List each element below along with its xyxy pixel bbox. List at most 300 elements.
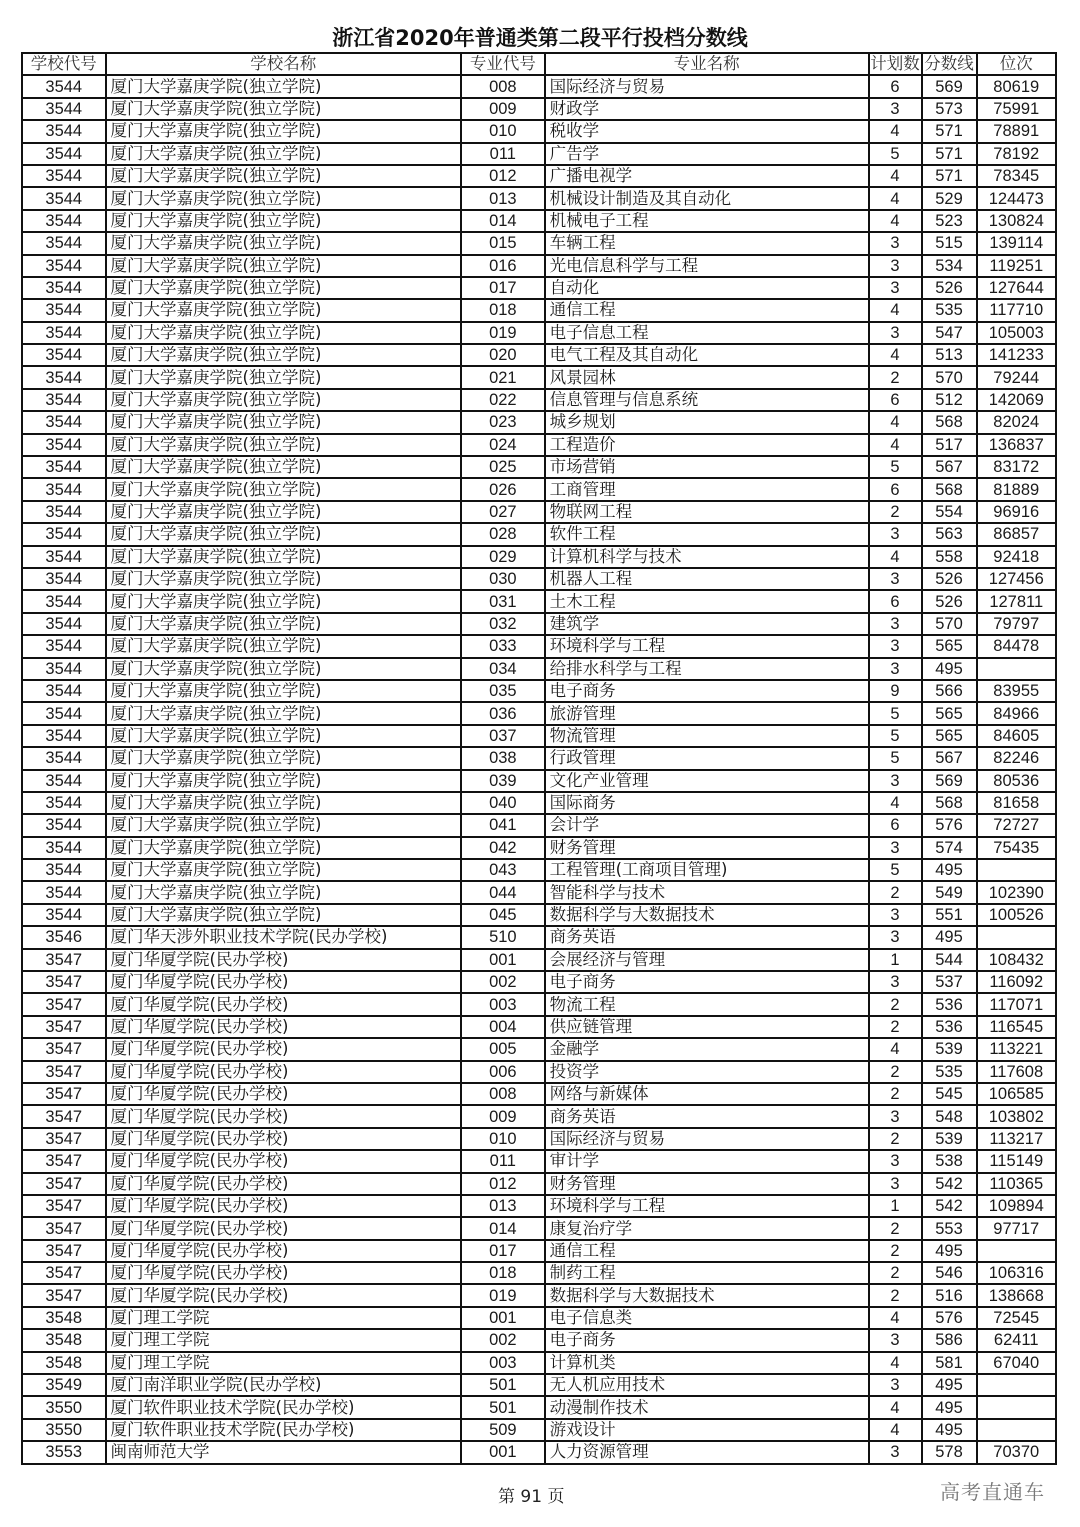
cell-major-name: 通信工程 <box>545 299 869 321</box>
cell-major-code: 022 <box>461 389 545 411</box>
cell-major-name: 软件工程 <box>545 523 869 545</box>
cell-score-line: 495 <box>922 1240 977 1262</box>
cell-major-code: 018 <box>461 1262 545 1284</box>
cell-major-name: 康复治疗学 <box>545 1217 869 1239</box>
cell-score-line: 553 <box>922 1217 977 1239</box>
cell-school-name: 厦门大学嘉庚学院(独立学院) <box>106 658 462 680</box>
cell-score-line: 586 <box>922 1329 977 1351</box>
cell-score-line: 546 <box>922 1262 977 1284</box>
cell-score-line: 581 <box>922 1352 977 1374</box>
cell-score-line: 569 <box>922 75 977 97</box>
cell-plan-count: 4 <box>869 187 922 209</box>
cell-plan-count: 4 <box>869 411 922 433</box>
cell-major-code: 003 <box>461 993 545 1015</box>
cell-score-line: 513 <box>922 344 977 366</box>
cell-school-code: 3544 <box>22 501 106 523</box>
cell-major-code: 041 <box>461 814 545 836</box>
cell-major-code: 509 <box>461 1419 545 1441</box>
table-row <box>22 881 1056 903</box>
table-body <box>22 75 1056 1463</box>
cell-school-name: 厦门大学嘉庚学院(独立学院) <box>106 613 462 635</box>
cell-school-code: 3544 <box>22 792 106 814</box>
cell-major-name: 电子商务 <box>545 680 869 702</box>
table-row <box>22 1329 1056 1351</box>
cell-plan-count: 4 <box>869 1396 922 1418</box>
cell-plan-count: 2 <box>869 1061 922 1083</box>
cell-school-name: 厦门大学嘉庚学院(独立学院) <box>106 635 462 657</box>
cell-school-name: 厦门大学嘉庚学院(独立学院) <box>106 255 462 277</box>
admission-score-table <box>21 52 1057 1465</box>
cell-score-line: 571 <box>922 165 977 187</box>
cell-plan-count: 3 <box>869 523 922 545</box>
cell-score-line: 558 <box>922 546 977 568</box>
cell-plan-count: 1 <box>869 949 922 971</box>
cell-school-code: 3548 <box>22 1352 106 1374</box>
cell-plan-count: 4 <box>869 120 922 142</box>
cell-major-code: 014 <box>461 1217 545 1239</box>
cell-score-line: 563 <box>922 523 977 545</box>
cell-major-code: 002 <box>461 971 545 993</box>
cell-major-name: 工程管理(工商项目管理) <box>545 859 869 881</box>
cell-school-code: 3547 <box>22 971 106 993</box>
cell-school-code: 3544 <box>22 366 106 388</box>
cell-school-name: 厦门大学嘉庚学院(独立学院) <box>106 120 462 142</box>
cell-major-code: 011 <box>461 143 545 165</box>
cell-rank: 119251 <box>977 255 1057 277</box>
cell-plan-count: 3 <box>869 1150 922 1172</box>
cell-major-name: 广告学 <box>545 143 869 165</box>
cell-school-name: 厦门大学嘉庚学院(独立学院) <box>106 299 462 321</box>
cell-rank: 108432 <box>977 949 1057 971</box>
cell-school-name: 厦门大学嘉庚学院(独立学院) <box>106 389 462 411</box>
cell-major-code: 510 <box>461 926 545 948</box>
cell-plan-count: 3 <box>869 770 922 792</box>
cell-school-name: 厦门大学嘉庚学院(独立学院) <box>106 322 462 344</box>
cell-major-code: 017 <box>461 277 545 299</box>
cell-major-code: 042 <box>461 837 545 859</box>
cell-plan-count: 2 <box>869 1016 922 1038</box>
cell-plan-count: 3 <box>869 635 922 657</box>
cell-rank: 80619 <box>977 75 1057 97</box>
cell-plan-count: 3 <box>869 1173 922 1195</box>
table-row <box>22 434 1056 456</box>
cell-score-line: 568 <box>922 792 977 814</box>
cell-major-name: 数据科学与大数据技术 <box>545 1284 869 1306</box>
cell-rank: 106585 <box>977 1083 1057 1105</box>
cell-school-code: 3544 <box>22 75 106 97</box>
cell-major-code: 034 <box>461 658 545 680</box>
cell-score-line: 515 <box>922 232 977 254</box>
cell-rank: 124473 <box>977 187 1057 209</box>
table-row <box>22 949 1056 971</box>
cell-major-code: 031 <box>461 590 545 612</box>
cell-major-code: 033 <box>461 635 545 657</box>
cell-school-code: 3544 <box>22 702 106 724</box>
cell-school-name: 厦门大学嘉庚学院(独立学院) <box>106 478 462 500</box>
cell-major-code: 002 <box>461 1329 545 1351</box>
cell-major-code: 501 <box>461 1374 545 1396</box>
cell-major-name: 车辆工程 <box>545 232 869 254</box>
cell-school-name: 厦门华厦学院(民办学校) <box>106 1240 462 1262</box>
cell-school-name: 厦门华厦学院(民办学校) <box>106 1128 462 1150</box>
cell-school-name: 厦门大学嘉庚学院(独立学院) <box>106 725 462 747</box>
cell-plan-count: 5 <box>869 859 922 881</box>
page-number: 第 91 页 <box>498 1487 565 1507</box>
cell-major-code: 015 <box>461 232 545 254</box>
cell-major-code: 037 <box>461 725 545 747</box>
cell-school-name: 厦门华厦学院(民办学校) <box>106 1195 462 1217</box>
cell-school-code: 3547 <box>22 949 106 971</box>
cell-plan-count: 3 <box>869 232 922 254</box>
cell-major-code: 029 <box>461 546 545 568</box>
cell-school-code: 3547 <box>22 1061 106 1083</box>
cell-school-name: 厦门理工学院 <box>106 1307 462 1329</box>
cell-score-line: 545 <box>922 1083 977 1105</box>
cell-school-code: 3544 <box>22 523 106 545</box>
header-major-code: 专业代号 <box>461 53 545 75</box>
cell-school-name: 厦门理工学院 <box>106 1329 462 1351</box>
table-row <box>22 1396 1056 1418</box>
cell-school-name: 厦门大学嘉庚学院(独立学院) <box>106 770 462 792</box>
cell-plan-count: 3 <box>869 98 922 120</box>
cell-major-code: 025 <box>461 456 545 478</box>
cell-rank: 82024 <box>977 411 1057 433</box>
cell-major-name: 工程造价 <box>545 434 869 456</box>
cell-major-name: 旅游管理 <box>545 702 869 724</box>
cell-school-name: 厦门大学嘉庚学院(独立学院) <box>106 590 462 612</box>
table-row <box>22 702 1056 724</box>
cell-major-code: 013 <box>461 187 545 209</box>
cell-rank: 79797 <box>977 613 1057 635</box>
cell-major-code: 039 <box>461 770 545 792</box>
cell-school-name: 厦门大学嘉庚学院(独立学院) <box>106 747 462 769</box>
table-row <box>22 322 1056 344</box>
cell-school-code: 3544 <box>22 434 106 456</box>
cell-plan-count: 3 <box>869 926 922 948</box>
cell-rank: 70370 <box>977 1441 1057 1463</box>
cell-major-code: 008 <box>461 1083 545 1105</box>
table-row <box>22 1061 1056 1083</box>
cell-major-name: 机器人工程 <box>545 568 869 590</box>
cell-major-code: 001 <box>461 1307 545 1329</box>
cell-school-code: 3544 <box>22 613 106 635</box>
cell-major-code: 030 <box>461 568 545 590</box>
cell-plan-count: 2 <box>869 501 922 523</box>
cell-rank: 92418 <box>977 546 1057 568</box>
cell-plan-count: 5 <box>869 456 922 478</box>
cell-score-line: 538 <box>922 1150 977 1172</box>
cell-plan-count: 4 <box>869 165 922 187</box>
cell-rank: 72727 <box>977 814 1057 836</box>
table-row <box>22 277 1056 299</box>
cell-major-code: 035 <box>461 680 545 702</box>
cell-school-name: 厦门大学嘉庚学院(独立学院) <box>106 837 462 859</box>
cell-school-code: 3544 <box>22 770 106 792</box>
cell-school-name: 厦门大学嘉庚学院(独立学院) <box>106 523 462 545</box>
cell-score-line: 517 <box>922 434 977 456</box>
cell-rank: 62411 <box>977 1329 1057 1351</box>
cell-rank: 127644 <box>977 277 1057 299</box>
cell-rank: 83955 <box>977 680 1057 702</box>
cell-plan-count: 5 <box>869 725 922 747</box>
table-row <box>22 904 1056 926</box>
cell-major-code: 045 <box>461 904 545 926</box>
table-row <box>22 478 1056 500</box>
cell-plan-count: 6 <box>869 478 922 500</box>
cell-score-line: 495 <box>922 658 977 680</box>
cell-school-code: 3544 <box>22 837 106 859</box>
table-row <box>22 1307 1056 1329</box>
cell-score-line: 565 <box>922 725 977 747</box>
cell-major-code: 016 <box>461 255 545 277</box>
cell-rank: 81889 <box>977 478 1057 500</box>
cell-plan-count: 3 <box>869 658 922 680</box>
cell-school-name: 厦门华厦学院(民办学校) <box>106 1105 462 1127</box>
cell-major-name: 文化产业管理 <box>545 770 869 792</box>
table-row <box>22 1016 1056 1038</box>
cell-major-code: 040 <box>461 792 545 814</box>
cell-school-code: 3544 <box>22 187 106 209</box>
table-row <box>22 210 1056 232</box>
cell-school-code: 3546 <box>22 926 106 948</box>
cell-major-name: 建筑学 <box>545 613 869 635</box>
table-row <box>22 635 1056 657</box>
cell-score-line: 542 <box>922 1195 977 1217</box>
cell-score-line: 573 <box>922 98 977 120</box>
cell-score-line: 495 <box>922 1396 977 1418</box>
cell-major-code: 012 <box>461 1173 545 1195</box>
table-row <box>22 1105 1056 1127</box>
cell-rank: 110365 <box>977 1173 1057 1195</box>
cell-major-name: 土木工程 <box>545 590 869 612</box>
cell-plan-count: 3 <box>869 971 922 993</box>
cell-school-code: 3547 <box>22 1128 106 1150</box>
cell-school-name: 厦门大学嘉庚学院(独立学院) <box>106 792 462 814</box>
cell-school-name: 厦门华厦学院(民办学校) <box>106 971 462 993</box>
cell-major-code: 004 <box>461 1016 545 1038</box>
cell-major-name: 计算机科学与技术 <box>545 546 869 568</box>
cell-major-name: 自动化 <box>545 277 869 299</box>
cell-score-line: 539 <box>922 1038 977 1060</box>
cell-major-code: 038 <box>461 747 545 769</box>
cell-major-name: 机械设计制造及其自动化 <box>545 187 869 209</box>
cell-school-name: 厦门大学嘉庚学院(独立学院) <box>106 546 462 568</box>
table-row <box>22 568 1056 590</box>
cell-rank: 113221 <box>977 1038 1057 1060</box>
cell-major-name: 制药工程 <box>545 1262 869 1284</box>
cell-rank: 84966 <box>977 702 1057 724</box>
cell-major-name: 国际经济与贸易 <box>545 75 869 97</box>
cell-score-line: 568 <box>922 411 977 433</box>
cell-major-name: 投资学 <box>545 1061 869 1083</box>
cell-major-code: 014 <box>461 210 545 232</box>
cell-major-code: 010 <box>461 1128 545 1150</box>
cell-rank <box>977 1396 1057 1418</box>
cell-major-code: 009 <box>461 1105 545 1127</box>
cell-school-code: 3544 <box>22 210 106 232</box>
cell-major-code: 024 <box>461 434 545 456</box>
cell-major-name: 光电信息科学与工程 <box>545 255 869 277</box>
table-row <box>22 165 1056 187</box>
cell-score-line: 516 <box>922 1284 977 1306</box>
cell-major-code: 032 <box>461 613 545 635</box>
cell-major-code: 011 <box>461 1150 545 1172</box>
cell-major-name: 电子信息工程 <box>545 322 869 344</box>
cell-plan-count: 2 <box>869 1240 922 1262</box>
cell-major-code: 008 <box>461 75 545 97</box>
cell-school-code: 3548 <box>22 1329 106 1351</box>
cell-major-name: 环境科学与工程 <box>545 635 869 657</box>
table-row <box>22 98 1056 120</box>
cell-school-code: 3544 <box>22 322 106 344</box>
cell-school-name: 厦门华厦学院(民办学校) <box>106 1083 462 1105</box>
cell-school-code: 3544 <box>22 680 106 702</box>
cell-score-line: 536 <box>922 993 977 1015</box>
table-row <box>22 143 1056 165</box>
cell-school-name: 厦门软件职业技术学院(民办学校) <box>106 1419 462 1441</box>
cell-plan-count: 3 <box>869 277 922 299</box>
cell-school-name: 厦门华厦学院(民办学校) <box>106 1038 462 1060</box>
cell-major-name: 信息管理与信息系统 <box>545 389 869 411</box>
cell-score-line: 566 <box>922 680 977 702</box>
table-row <box>22 255 1056 277</box>
table-row <box>22 1352 1056 1374</box>
table-row <box>22 747 1056 769</box>
table-row <box>22 389 1056 411</box>
header-major-name: 专业名称 <box>545 53 869 75</box>
cell-plan-count: 4 <box>869 344 922 366</box>
cell-rank: 97717 <box>977 1217 1057 1239</box>
cell-rank: 75435 <box>977 837 1057 859</box>
cell-score-line: 495 <box>922 1419 977 1441</box>
table-row <box>22 1240 1056 1262</box>
cell-major-name: 无人机应用技术 <box>545 1374 869 1396</box>
cell-major-name: 通信工程 <box>545 1240 869 1262</box>
cell-major-name: 财务管理 <box>545 1173 869 1195</box>
table-row <box>22 501 1056 523</box>
cell-major-name: 商务英语 <box>545 926 869 948</box>
cell-rank: 139114 <box>977 232 1057 254</box>
cell-rank: 78891 <box>977 120 1057 142</box>
cell-school-name: 厦门大学嘉庚学院(独立学院) <box>106 75 462 97</box>
cell-rank: 115149 <box>977 1150 1057 1172</box>
cell-school-code: 3544 <box>22 299 106 321</box>
cell-score-line: 529 <box>922 187 977 209</box>
cell-major-name: 物流管理 <box>545 725 869 747</box>
cell-school-code: 3544 <box>22 255 106 277</box>
table-row <box>22 590 1056 612</box>
cell-major-code: 044 <box>461 881 545 903</box>
table-row <box>22 725 1056 747</box>
cell-plan-count: 4 <box>869 434 922 456</box>
cell-rank: 142069 <box>977 389 1057 411</box>
cell-school-code: 3544 <box>22 881 106 903</box>
cell-school-name: 厦门华厦学院(民办学校) <box>106 1173 462 1195</box>
cell-plan-count: 3 <box>869 568 922 590</box>
table-row <box>22 299 1056 321</box>
cell-school-name: 厦门华厦学院(民办学校) <box>106 1061 462 1083</box>
cell-school-name: 厦门大学嘉庚学院(独立学院) <box>106 187 462 209</box>
cell-score-line: 537 <box>922 971 977 993</box>
cell-school-code: 3544 <box>22 568 106 590</box>
cell-rank: 67040 <box>977 1352 1057 1374</box>
cell-rank <box>977 926 1057 948</box>
header-plan-count: 计划数 <box>869 53 922 75</box>
cell-major-code: 019 <box>461 1284 545 1306</box>
cell-major-name: 物联网工程 <box>545 501 869 523</box>
cell-major-code: 001 <box>461 949 545 971</box>
cell-school-code: 3547 <box>22 1038 106 1060</box>
cell-rank: 83172 <box>977 456 1057 478</box>
cell-major-code: 005 <box>461 1038 545 1060</box>
cell-school-code: 3544 <box>22 456 106 478</box>
cell-score-line: 495 <box>922 1374 977 1396</box>
cell-plan-count: 4 <box>869 1307 922 1329</box>
cell-major-code: 028 <box>461 523 545 545</box>
cell-score-line: 571 <box>922 120 977 142</box>
cell-score-line: 526 <box>922 568 977 590</box>
table-row <box>22 993 1056 1015</box>
cell-major-code: 018 <box>461 299 545 321</box>
cell-score-line: 576 <box>922 1307 977 1329</box>
cell-rank <box>977 859 1057 881</box>
cell-plan-count: 3 <box>869 1374 922 1396</box>
cell-major-code: 017 <box>461 1240 545 1262</box>
cell-school-name: 厦门南洋职业学院(民办学校) <box>106 1374 462 1396</box>
table-row <box>22 680 1056 702</box>
table-row <box>22 971 1056 993</box>
cell-score-line: 512 <box>922 389 977 411</box>
cell-score-line: 567 <box>922 456 977 478</box>
table-row <box>22 1195 1056 1217</box>
cell-plan-count: 3 <box>869 1329 922 1351</box>
cell-major-code: 012 <box>461 165 545 187</box>
cell-score-line: 565 <box>922 702 977 724</box>
cell-plan-count: 2 <box>869 1262 922 1284</box>
table-row <box>22 1128 1056 1150</box>
cell-plan-count: 4 <box>869 792 922 814</box>
cell-plan-count: 4 <box>869 1352 922 1374</box>
cell-rank: 75991 <box>977 98 1057 120</box>
cell-plan-count: 5 <box>869 702 922 724</box>
cell-plan-count: 2 <box>869 993 922 1015</box>
cell-rank: 138668 <box>977 1284 1057 1306</box>
cell-school-name: 闽南师范大学 <box>106 1441 462 1463</box>
cell-major-name: 会计学 <box>545 814 869 836</box>
cell-school-name: 厦门大学嘉庚学院(独立学院) <box>106 680 462 702</box>
cell-rank: 103802 <box>977 1105 1057 1127</box>
cell-school-code: 3544 <box>22 478 106 500</box>
cell-major-code: 027 <box>461 501 545 523</box>
table-row <box>22 1284 1056 1306</box>
table-row <box>22 1083 1056 1105</box>
cell-major-name: 数据科学与大数据技术 <box>545 904 869 926</box>
cell-school-code: 3544 <box>22 658 106 680</box>
cell-school-code: 3544 <box>22 411 106 433</box>
cell-rank <box>977 1419 1057 1441</box>
cell-rank: 127811 <box>977 590 1057 612</box>
cell-school-code: 3547 <box>22 1217 106 1239</box>
cell-plan-count: 3 <box>869 255 922 277</box>
cell-plan-count: 5 <box>869 143 922 165</box>
cell-rank: 96916 <box>977 501 1057 523</box>
table-row <box>22 1441 1056 1463</box>
cell-plan-count: 4 <box>869 1038 922 1060</box>
table-row <box>22 1038 1056 1060</box>
cell-rank: 80536 <box>977 770 1057 792</box>
cell-rank: 105003 <box>977 322 1057 344</box>
cell-major-code: 501 <box>461 1396 545 1418</box>
